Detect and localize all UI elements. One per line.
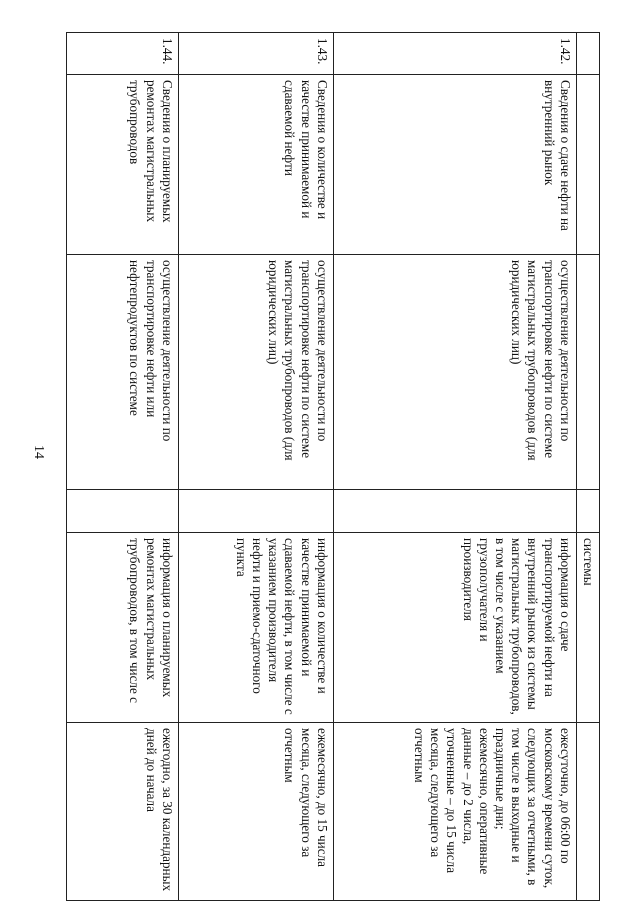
- row-empty-cell: [178, 490, 333, 533]
- cont-cell-schedule: [576, 723, 599, 901]
- row-content: информация о планируемых ремонтах магистральных трубопроводов, в том числе с: [66, 533, 178, 723]
- row-activity: осуществление деятельности по транспортировке нефти по системе магистральных трубопроводов (для юридических лиц): [178, 255, 333, 490]
- row-name: Сведения о количестве и качестве принимаемой и сдаваемой нефти: [178, 75, 333, 255]
- cont-cell-name: [576, 75, 599, 255]
- row-empty-cell: [333, 490, 576, 533]
- data-table: [66, 32, 600, 901]
- cont-cell-number: [576, 33, 599, 75]
- cont-cell-activity: [576, 255, 599, 490]
- row-content: информация о сдаче транспортируемой нефти на внутренний рынок из системы магистральных трубопроводов, в том числе с указанием грузополучателя и производителя: [333, 533, 576, 723]
- row-content: информация о количестве и качестве принимаемой и сдаваемой нефти, в том числе с указанием производителя нефти и приемо-сдаточного пункта: [178, 533, 333, 723]
- continuation-row: [576, 33, 599, 901]
- row-schedule: ежесуточно, до 06:00 по московскому времени суток, следующих за отчетными, в том числе в выходные и праздничные дни; ежемесячно, оперативные данные – до 2 числа, уточненные – до 15 числа месяца, следующего за отчетным: [333, 723, 576, 901]
- row-schedule: ежегодно, за 30 календарных дней до начала: [66, 723, 178, 901]
- row-number: 1.43.: [178, 33, 333, 75]
- row-activity: осуществление деятельности по транспортировке нефти по системе магистральных трубопроводов (для юридических лиц): [333, 255, 576, 490]
- cont-cell-empty: [576, 490, 599, 533]
- row-schedule: ежемесячно, до 15 числа месяца, следующего за отчетным: [178, 723, 333, 901]
- table-row: [333, 33, 576, 901]
- table-row: [66, 33, 178, 901]
- row-activity: осуществление деятельности по транспортировке нефти или нефтепродуктов по системе: [66, 255, 178, 490]
- table-row: [178, 33, 333, 901]
- row-empty-cell: [66, 490, 178, 533]
- page-number: 14: [31, 445, 46, 459]
- rotated-page: [72, 32, 600, 900]
- row-number: 1.42.: [333, 33, 576, 75]
- row-number: 1.44.: [66, 33, 178, 75]
- row-name: Сведения о планируемых ремонтах магистральных трубопроводов: [66, 75, 178, 255]
- row-name: Сведения о сдаче нефти на внутренний рынок: [333, 75, 576, 255]
- continued-header: системы: [576, 533, 599, 723]
